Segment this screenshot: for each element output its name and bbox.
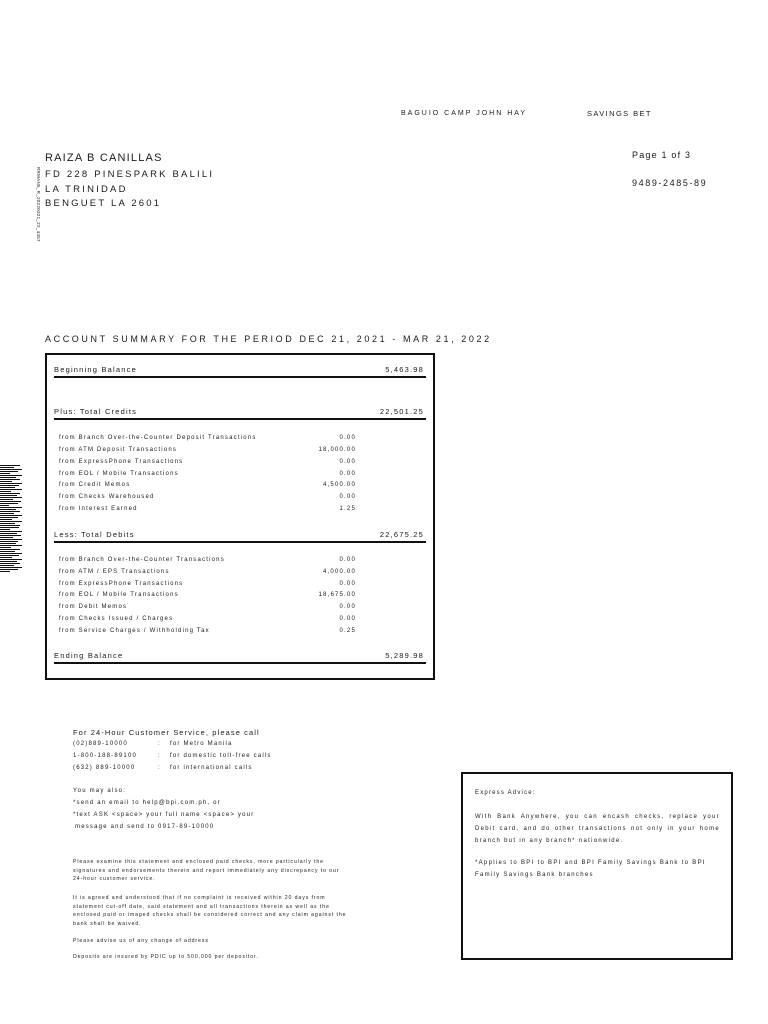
credit-row-label: from ExpressPhone Transactions xyxy=(59,459,184,465)
credit-row-label: from ATM Deposit Transactions xyxy=(59,447,178,453)
customer-name: RAIZA B CANILLAS xyxy=(45,152,163,164)
credit-row-value: 18,000.00 xyxy=(318,447,356,453)
debit-row-label: from Debit Memos xyxy=(59,604,128,610)
beginning-balance-value: 5,463.98 xyxy=(385,365,424,374)
credit-row-value: 0.00 xyxy=(339,471,356,477)
credit-row-value: 4,500.00 xyxy=(323,482,356,488)
debit-row-value: 0.25 xyxy=(339,628,356,634)
credit-row-label: from Credit Memos xyxy=(59,482,131,488)
debit-row-value: 0.00 xyxy=(339,581,356,587)
debit-row-value: 18,675.00 xyxy=(318,592,356,598)
page-number: Page 1 of 3 xyxy=(632,150,692,160)
debit-row-value: 0.00 xyxy=(339,557,356,563)
service-separator: : xyxy=(158,753,161,759)
side-code: RRMAN5_R_20220321_22_4457 xyxy=(36,167,41,242)
address-line-3: BENGUET LA 2601 xyxy=(45,198,162,209)
also-title: You may also: xyxy=(73,788,127,794)
credit-row-label: from EOL / Mobile Transactions xyxy=(59,471,179,477)
debit-row-label: from Branch Over-the-Counter Transactions xyxy=(59,557,225,563)
credit-row-value: 0.00 xyxy=(339,494,356,500)
notice-complaint: It is agreed and understood that if no complaint is received within 20 days from statement cut-off date, said statement and all transactions therein as well as the enclosed paid or imaged checks shall be considered correct and any claim against the bank shall be waived. xyxy=(73,895,347,927)
branch-name: BAGUIO CAMP JOHN HAY xyxy=(401,110,528,117)
total-debits-value: 22,675.25 xyxy=(379,530,424,539)
divider xyxy=(54,662,426,664)
service-separator: : xyxy=(158,741,161,747)
ending-balance-value: 5,289.98 xyxy=(385,651,424,660)
credit-row-label: from Interest Earned xyxy=(59,506,138,512)
divider xyxy=(54,418,426,420)
also-email: *send an email to help@bpi.com.ph, or xyxy=(73,800,221,806)
also-text-cont: message and send to 0917-89-10000 xyxy=(75,824,215,830)
debit-row-label: from ATM / EPS Transactions xyxy=(59,569,170,575)
account-number: 9489-2485-89 xyxy=(632,178,708,188)
total-credits-label: Plus: Total Credits xyxy=(54,407,138,416)
service-separator: : xyxy=(158,765,161,771)
service-description: for international calls xyxy=(170,765,253,771)
debit-row-value: 0.00 xyxy=(339,604,356,610)
ending-balance-label: Ending Balance xyxy=(54,651,124,660)
service-title: For 24-Hour Customer Service, please call xyxy=(73,728,260,737)
account-type: SAVINGS BET xyxy=(587,109,652,118)
credit-row-value: 1.25 xyxy=(339,506,356,512)
credit-row-value: 0.00 xyxy=(339,459,356,465)
notice-pdic: Deposits are insured by PDIC up to 500,000 per depositor. xyxy=(73,954,259,960)
notice-examine: Please examine this statement and enclosed paid checks, more particularly the signatures and endorsements therein and report immediately any discrepancy to our 24-hour customer service. xyxy=(73,859,340,883)
beginning-balance-label: Beginning Balance xyxy=(54,365,137,374)
debit-row-value: 4,000.00 xyxy=(323,569,356,575)
address-line-1: FD 228 PINESPARK BALILI xyxy=(45,169,215,180)
credit-row-value: 0.00 xyxy=(339,435,356,441)
service-description: for domestic toll-free calls xyxy=(170,753,272,759)
debit-row-label: from Checks Issued / Charges xyxy=(59,616,174,622)
advice-body: With Bank Anywhere, you can encash checks, replace your Debit card, and do other transactions not only in your home branch but in any branch* nationwide. xyxy=(475,814,720,844)
debit-row-label: from EOL / Mobile Transactions xyxy=(59,592,179,598)
debit-row-value: 0.00 xyxy=(339,616,356,622)
advice-footnote: *Applies to BPI to BPI and BPI Family Savings Bank to BPI Family Savings Bank branches xyxy=(475,860,706,878)
credit-row-label: from Checks Warehoused xyxy=(59,494,155,500)
barcode xyxy=(0,465,22,573)
divider xyxy=(54,376,426,378)
debit-row-label: from ExpressPhone Transactions xyxy=(59,581,184,587)
summary-title: ACCOUNT SUMMARY FOR THE PERIOD DEC 21, 2021 - MAR 21, 2022 xyxy=(45,334,492,344)
also-text: *text ASK <space> your full name <space> your xyxy=(73,812,255,818)
total-debits-label: Less: Total Debits xyxy=(54,530,135,539)
service-description: for Metro Manila xyxy=(170,741,233,747)
total-credits-value: 22,501.25 xyxy=(379,407,424,416)
divider xyxy=(54,541,426,543)
credit-row-label: from Branch Over-the-Counter Deposit Transactions xyxy=(59,435,257,441)
service-number: (632) 889-10000 xyxy=(73,765,136,771)
service-number: (02)889-10000 xyxy=(73,741,128,747)
debit-row-label: from Service Charges / Withholding Tax xyxy=(59,628,210,634)
address-line-2: LA TRINIDAD xyxy=(45,184,128,195)
service-number: 1-800-188-89100 xyxy=(73,753,138,759)
notice-address: Please advise us of any change of address xyxy=(73,938,209,944)
advice-title: Express Advice: xyxy=(475,790,536,796)
